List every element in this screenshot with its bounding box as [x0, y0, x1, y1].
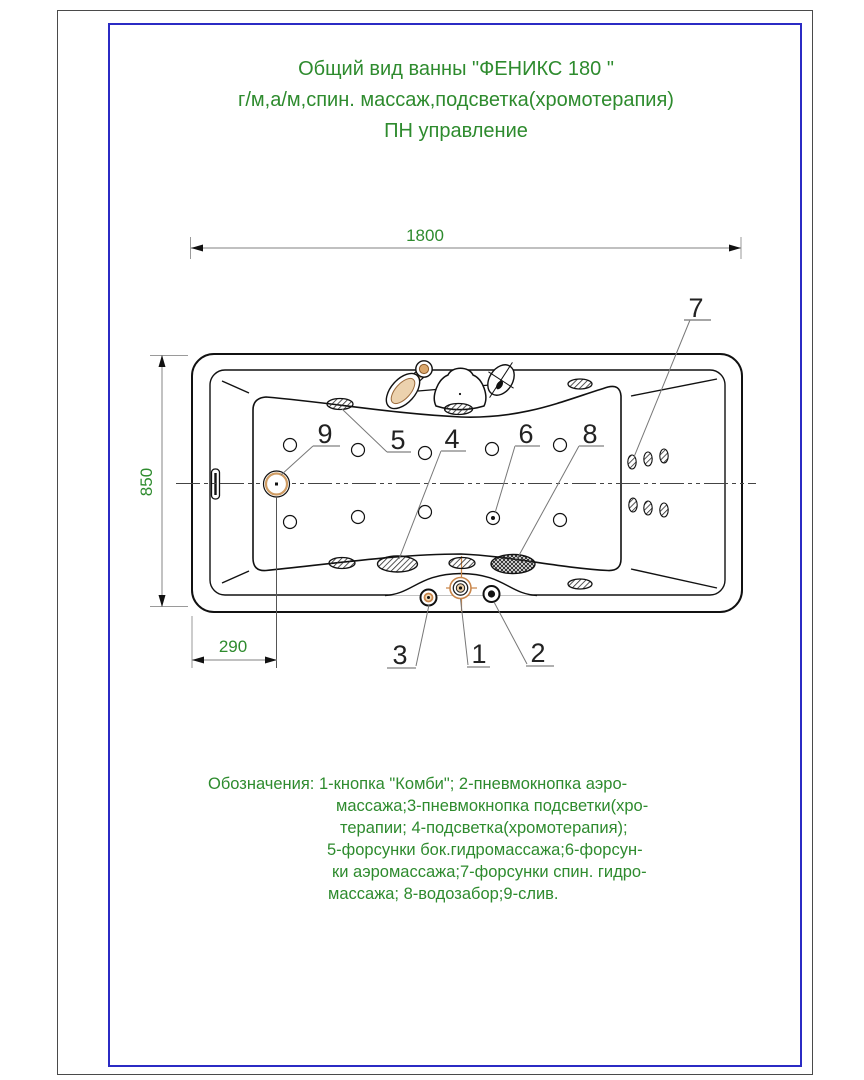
dimension-width-value: 850 — [137, 467, 156, 497]
light-button — [421, 590, 437, 606]
arrowhead — [159, 595, 166, 607]
air-massage-button — [484, 586, 500, 602]
dimension-length — [191, 226, 742, 259]
legend-line-6: массажа; 8-водозабор;9-слив. — [328, 885, 559, 903]
title-line-3: ПН управление — [384, 120, 528, 142]
back-jet — [629, 498, 637, 512]
drain — [264, 471, 290, 497]
spout-center-dot — [459, 393, 461, 395]
air-jet — [284, 516, 297, 529]
callout-2: 2 — [530, 638, 546, 668]
chromotherapy-light — [378, 556, 418, 572]
dimension-drain-offset-value: 290 — [218, 637, 248, 656]
air-jet — [419, 506, 432, 519]
title-line-1: Общий вид ванны "ФЕНИКС 180 " — [298, 58, 614, 80]
callout-3: 3 — [392, 640, 408, 670]
legend-line-4: 5-форсунки бок.гидромассажа;6-форсун- — [327, 841, 643, 859]
arrowhead — [192, 657, 204, 664]
shower-mount-center — [419, 364, 428, 373]
legend-line-5: ки аэромассажа;7-форсунки спин. гидро- — [332, 863, 647, 881]
back-jet — [660, 503, 668, 517]
callout-5: 5 — [390, 425, 406, 455]
leader-line-3 — [416, 605, 429, 666]
air-jet — [554, 439, 567, 452]
air-jet — [419, 447, 432, 460]
hydro-jet — [445, 404, 473, 415]
callout-1: 1 — [471, 639, 487, 669]
air-jet — [284, 439, 297, 452]
arrowhead — [265, 657, 277, 664]
callout-4: 4 — [444, 424, 460, 454]
air-button-dot — [488, 590, 495, 597]
combi-button-dot — [459, 586, 462, 589]
hydro-jet — [568, 379, 592, 389]
back-jet — [628, 455, 636, 469]
dimension-length-value: 1800 — [406, 226, 444, 245]
arrowhead — [191, 245, 203, 252]
water-intake — [491, 555, 535, 574]
dimension-width — [137, 355, 188, 607]
back-jet — [644, 501, 652, 515]
legend-line-1: Обозначения: 1-кнопка "Комби"; 2-пневмокнопка аэро- — [208, 775, 628, 793]
hydro-jet — [327, 399, 353, 410]
air-jet — [486, 443, 499, 456]
air-jet — [352, 444, 365, 457]
hydro-jet — [329, 558, 355, 569]
air-jet — [352, 511, 365, 524]
hydro-jet — [449, 558, 475, 569]
back-jet — [644, 452, 652, 466]
legend-line-3: терапии; 4-подсветка(хромотерапия); — [340, 819, 628, 837]
arrowhead — [159, 355, 166, 367]
air-jet — [554, 514, 567, 527]
callout-8: 8 — [582, 419, 598, 449]
callout-6: 6 — [518, 419, 534, 449]
back-jet — [660, 449, 668, 463]
combi-button — [450, 578, 471, 599]
legend-line-2: массажа;3-пневмокнопка подсветки(хро- — [336, 797, 649, 815]
arrowhead — [729, 245, 741, 252]
hydro-jet — [568, 579, 592, 589]
callout-7: 7 — [688, 293, 704, 323]
light-button-dot — [427, 596, 430, 599]
callout-9: 9 — [317, 419, 333, 449]
drain-center — [275, 483, 278, 486]
air-jet-center-dot — [491, 516, 495, 520]
title-line-2: г/м,а/м,спин. массаж,подсветка(хромотерапия) — [238, 89, 674, 111]
